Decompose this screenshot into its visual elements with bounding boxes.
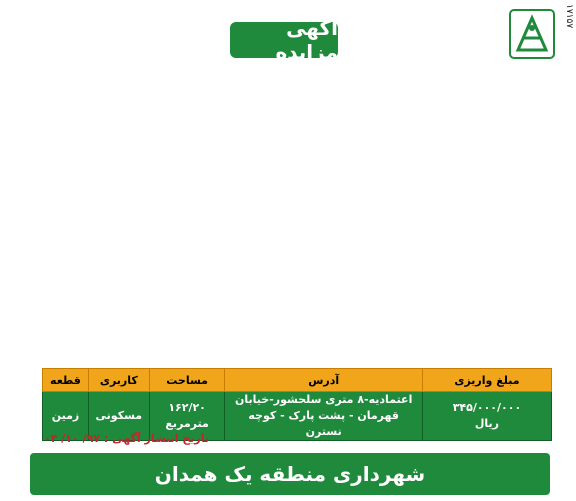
area-unit: مترمربع (165, 417, 209, 430)
publish-date: تاریخ انتشار آگهی : ۹۷/ ۱۰/ ۰۴ (44, 432, 210, 445)
auction-table (42, 368, 552, 441)
amount-unit: ریال (474, 417, 500, 430)
col-address-header: آدرس (225, 369, 422, 392)
cell-address (225, 392, 422, 441)
cell-segment: زمین (43, 392, 89, 441)
cell-amount (422, 392, 551, 441)
footer-org-name: شهرداری منطقه یک همدان (30, 453, 550, 495)
col-usage-header: کاربری (88, 369, 149, 392)
side-number: ۱۷۱۵۷ (564, 4, 574, 29)
notice-body (30, 62, 554, 348)
amount-value: ۳۴۵/۰۰۰/۰۰۰ (452, 401, 522, 414)
area-value: ۱۶۲/۲۰ (168, 401, 206, 414)
col-amount-header: مبلغ واریزی (422, 369, 551, 392)
col-segment-header: قطعه (43, 369, 89, 392)
address-line-2: قهرمان - پشت پارک - کوچه نسترن (248, 409, 399, 438)
cell-usage: مسکونی (88, 392, 149, 441)
col-area-header: مساحت (149, 369, 225, 392)
municipality-logo-icon (508, 8, 556, 60)
table-header-row (43, 369, 552, 392)
address-line-1: اعتمادیه-۸ متری سلحشور-خیابان (235, 393, 413, 406)
header (0, 6, 576, 64)
page-title: آگهی مزایده (230, 22, 338, 58)
